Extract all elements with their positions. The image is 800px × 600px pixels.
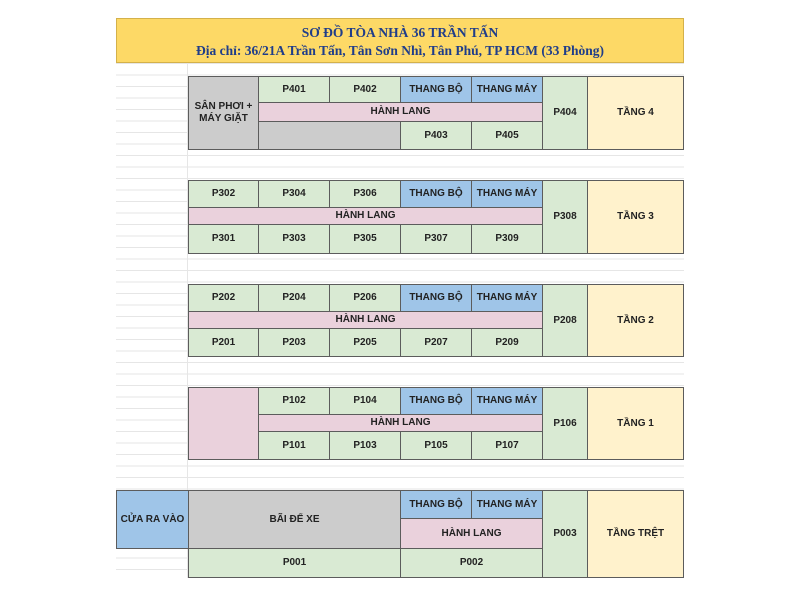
stairs: THANG BỘ xyxy=(400,180,472,208)
room-p404: P404 xyxy=(542,76,588,150)
room-p209: P209 xyxy=(471,328,543,357)
room-p308: P308 xyxy=(542,180,588,254)
title-line-1: SƠ ĐỒ TÒA NHÀ 36 TRẦN TẤN xyxy=(301,25,499,40)
room-p302: P302 xyxy=(188,180,259,208)
room-p402: P402 xyxy=(329,76,401,103)
elevator: THANG MÁY xyxy=(471,76,543,103)
room-p107: P107 xyxy=(471,431,543,460)
hallway: HÀNH LANG xyxy=(188,207,543,225)
hallway: HÀNH LANG xyxy=(400,518,543,549)
floor-label-1: TẦNG 1 xyxy=(587,387,684,460)
room-p001: P001 xyxy=(188,548,401,578)
common-area xyxy=(188,387,259,460)
floor-label-3: TẦNG 3 xyxy=(587,180,684,254)
laundry-area: SÂN PHƠI + MÁY GIẶT xyxy=(188,76,259,150)
floor-label-4: TẦNG 4 xyxy=(587,76,684,150)
stairs: THANG BỘ xyxy=(400,490,472,519)
entrance: CỬA RA VÀO xyxy=(116,490,189,549)
room-p003: P003 xyxy=(542,490,588,578)
room-p103: P103 xyxy=(329,431,401,460)
floor-label-2: TẦNG 2 xyxy=(587,284,684,357)
elevator: THANG MÁY xyxy=(471,284,543,312)
room-p306: P306 xyxy=(329,180,401,208)
hallway: HÀNH LANG xyxy=(258,102,543,122)
room-p208: P208 xyxy=(542,284,588,357)
room-p403: P403 xyxy=(400,121,472,150)
room-p206: P206 xyxy=(329,284,401,312)
stairs: THANG BỘ xyxy=(400,284,472,312)
hallway: HÀNH LANG xyxy=(188,311,543,329)
room-p205: P205 xyxy=(329,328,401,357)
room-p201: P201 xyxy=(188,328,259,357)
room-p002: P002 xyxy=(400,548,543,578)
elevator: THANG MÁY xyxy=(471,180,543,208)
room-p207: P207 xyxy=(400,328,472,357)
room-p202: P202 xyxy=(188,284,259,312)
room-p203: P203 xyxy=(258,328,330,357)
stairs: THANG BỘ xyxy=(400,387,472,415)
elevator: THANG MÁY xyxy=(471,387,543,415)
room-p405: P405 xyxy=(471,121,543,150)
room-p309: P309 xyxy=(471,224,543,254)
hallway: HÀNH LANG xyxy=(258,414,543,432)
room-p301: P301 xyxy=(188,224,259,254)
room-p303: P303 xyxy=(258,224,330,254)
page-title xyxy=(116,18,684,63)
room-p307: P307 xyxy=(400,224,472,254)
room-p105: P105 xyxy=(400,431,472,460)
room-p304: P304 xyxy=(258,180,330,208)
room-p102: P102 xyxy=(258,387,330,415)
floor-label-ground: TẦNG TRỆT xyxy=(587,490,684,578)
room-p104: P104 xyxy=(329,387,401,415)
title-line-2-address: Địa chỉ: 36/21A Trần Tấn, Tân Sơn Nhì, Tân Phú, TP HCM (33 Phòng) xyxy=(195,43,605,58)
room-p401: P401 xyxy=(258,76,330,103)
room-p305: P305 xyxy=(329,224,401,254)
room-p106: P106 xyxy=(542,387,588,460)
parking-area: BÃI ĐỂ XE xyxy=(188,490,401,549)
laundry-area-extension xyxy=(258,121,401,150)
room-p204: P204 xyxy=(258,284,330,312)
stairs: THANG BỘ xyxy=(400,76,472,103)
room-p101: P101 xyxy=(258,431,330,460)
elevator: THANG MÁY xyxy=(471,490,543,519)
